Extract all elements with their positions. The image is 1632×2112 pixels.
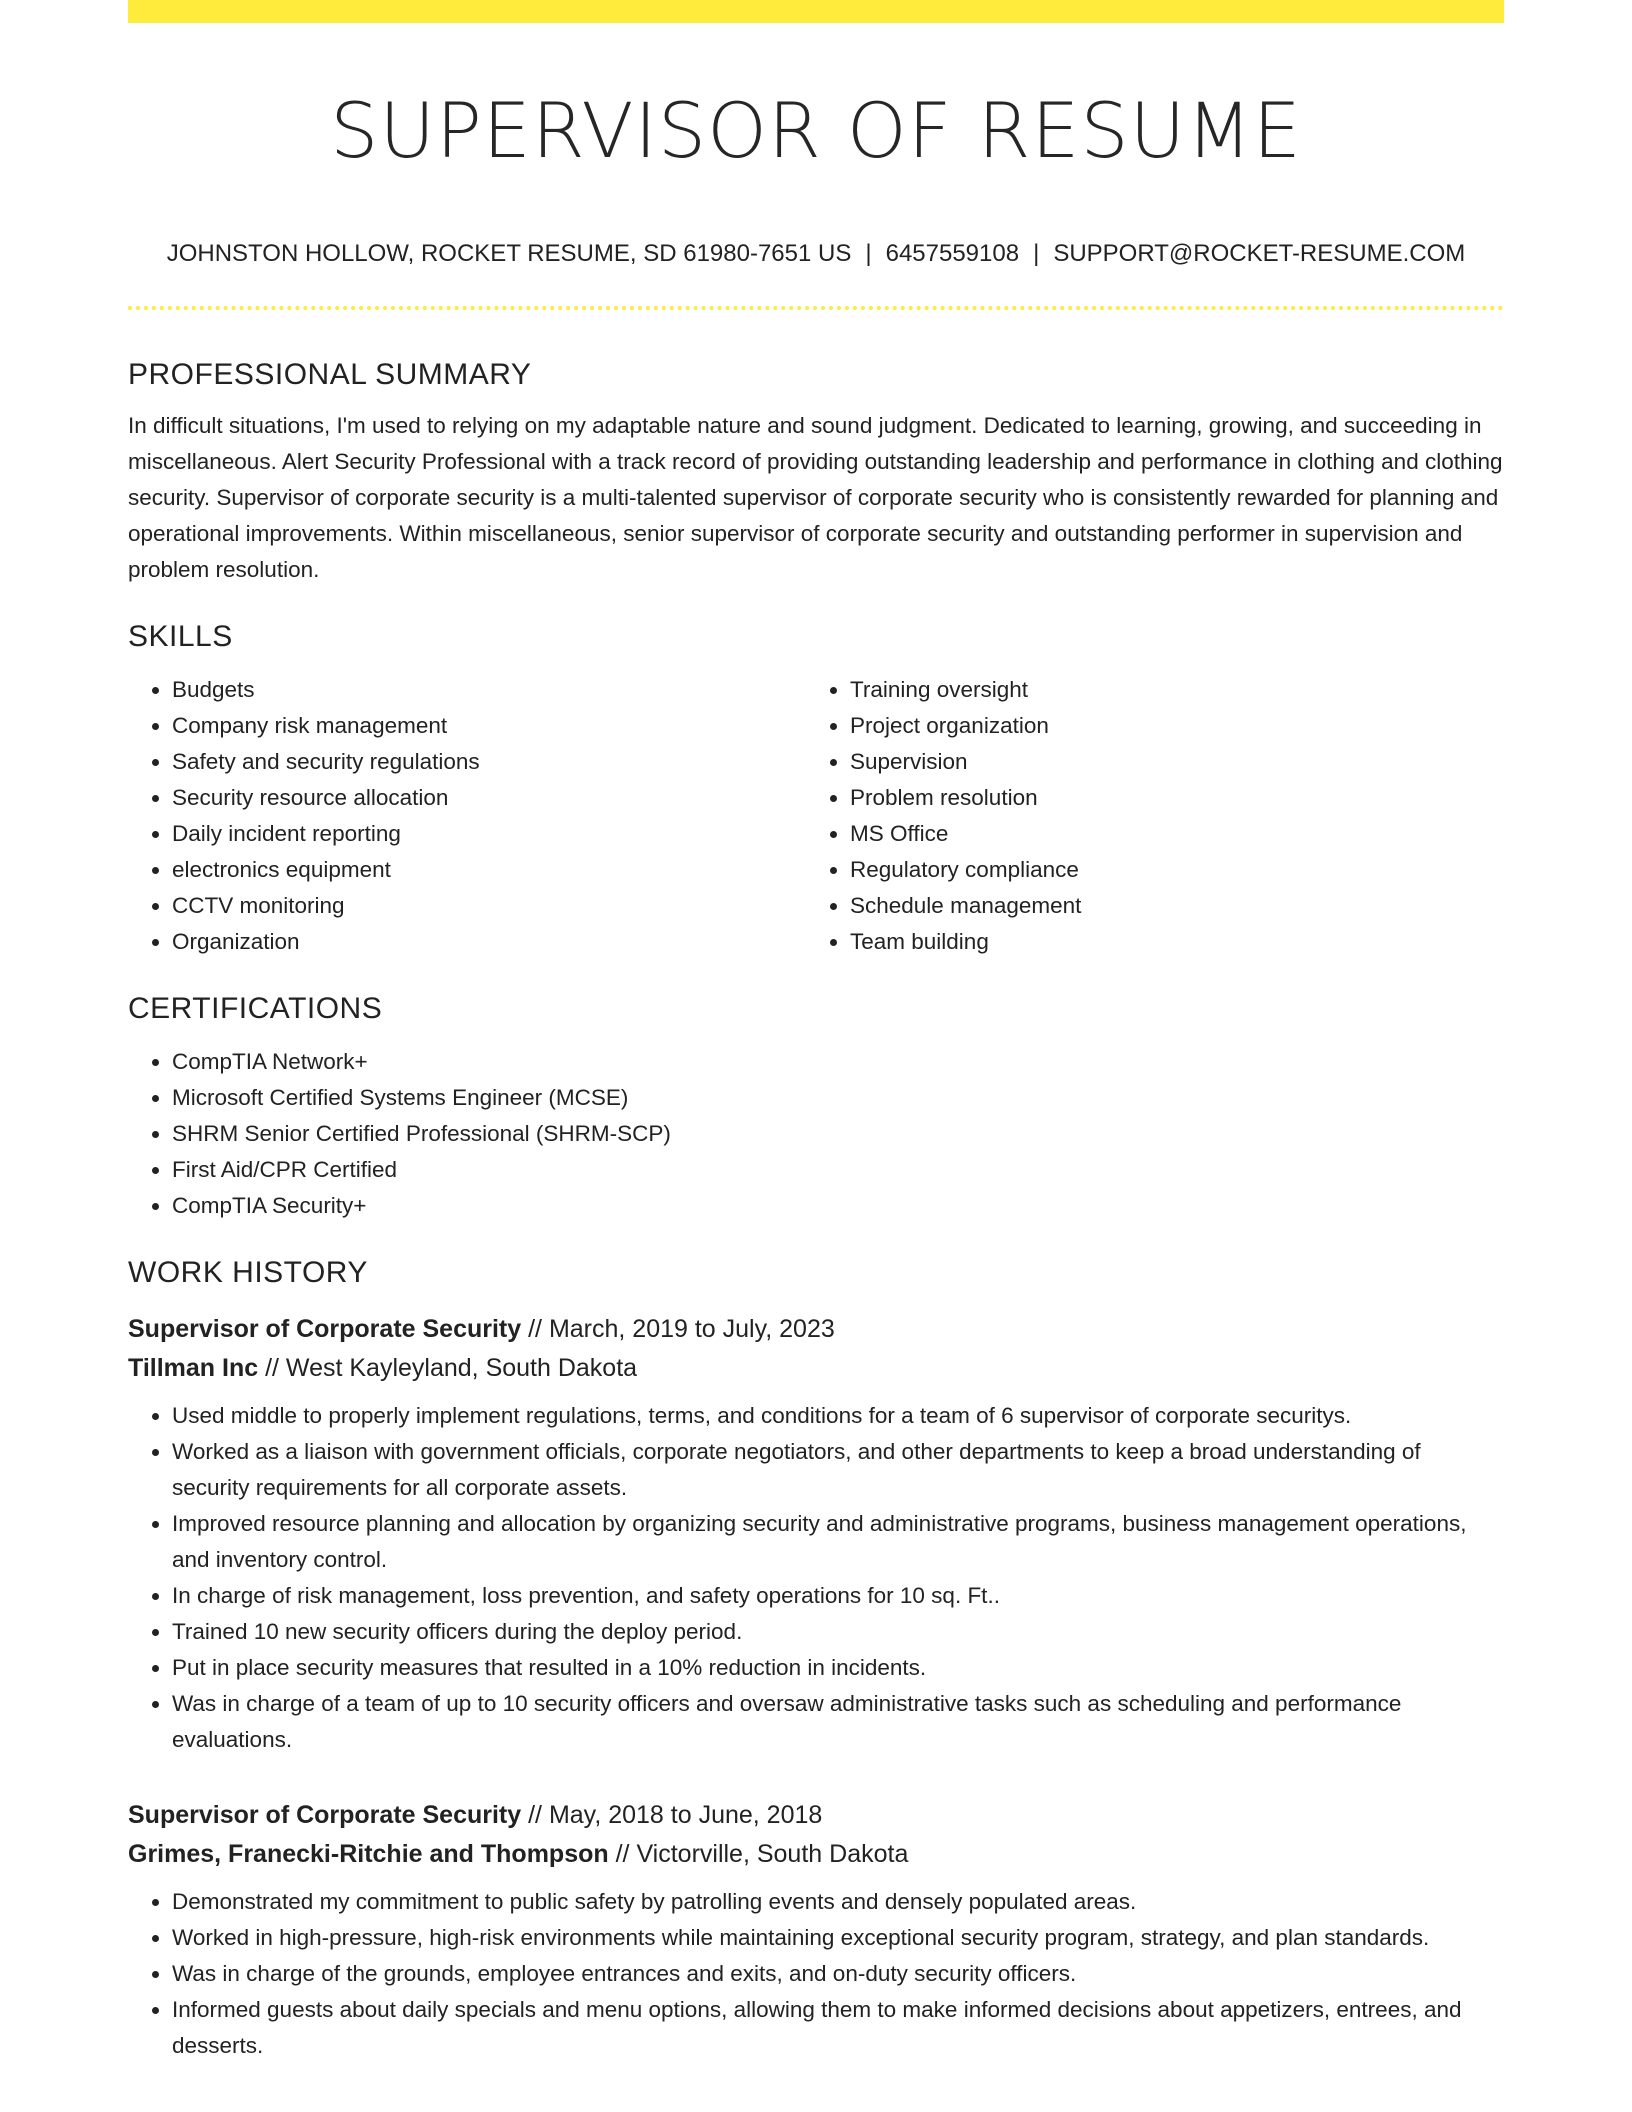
job-bullet: • Was in charge of the grounds, employee entrances and exits, and on-duty security officers. (172, 1956, 1504, 1992)
certifications-section (128, 984, 1504, 1224)
certification-item: • SHRM Senior Certified Professional (SHRM-SCP) (172, 1116, 1504, 1152)
job-bullets (128, 1398, 1504, 1758)
resume-content (128, 350, 1504, 2064)
job-bullet: • Improved resource planning and allocation by organizing security and administrative programs, business management operations, and inventory control. (172, 1506, 1504, 1578)
dotted-divider (128, 306, 1504, 310)
job-title: Supervisor of Corporate Security (128, 1315, 522, 1343)
contact-line (128, 236, 1504, 272)
contact-email: SUPPORT@ROCKET-RESUME.COM (1053, 240, 1466, 267)
certification-item: • CompTIA Network+ (172, 1044, 1504, 1080)
job-bullet: • Worked in high-pressure, high-risk environments while maintaining exceptional security program, strategy, and plan standards. (172, 1920, 1504, 1956)
job-dates: // March, 2019 to July, 2023 (528, 1315, 835, 1343)
skills-list-right (806, 672, 1484, 960)
skill-item: • Company risk management (172, 708, 806, 744)
job-bullet: • Used middle to properly implement regulations, terms, and conditions for a team of 6 supervisor of corporate securitys. (172, 1398, 1504, 1434)
job-location: // West Kayleyland, South Dakota (265, 1354, 638, 1382)
skill-item: • Regulatory compliance (850, 852, 1484, 888)
skill-item: • CCTV monitoring (172, 888, 806, 924)
job-title: Supervisor of Corporate Security (128, 1801, 522, 1829)
contact-phone: 6457559108 (885, 240, 1020, 267)
job-company-line (128, 1835, 1504, 1874)
skill-item: • Organization (172, 924, 806, 960)
job-location: // Victorville, South Dakota (615, 1840, 909, 1868)
skill-item: • MS Office (850, 816, 1484, 852)
job-title-line (128, 1310, 1504, 1349)
skills-list-left (128, 672, 806, 960)
skill-item: • Daily incident reporting (172, 816, 806, 852)
job-bullet: • Demonstrated my commitment to public safety by patrolling events and densely populated areas. (172, 1884, 1504, 1920)
job-company-line (128, 1349, 1504, 1388)
job-bullet: • Was in charge of a team of up to 10 security officers and oversaw administrative tasks such as scheduling and performance evaluations. (172, 1686, 1504, 1758)
contact-separator: | (1033, 240, 1040, 267)
job-bullet: • Trained 10 new security officers during the deploy period. (172, 1614, 1504, 1650)
skills-heading: SKILLS (128, 620, 233, 653)
skill-item: • Training oversight (850, 672, 1484, 708)
contact-separator: | (865, 240, 872, 267)
certifications-heading: CERTIFICATIONS (128, 992, 383, 1025)
certification-item: • First Aid/CPR Certified (172, 1152, 1504, 1188)
resume-name: SUPERVISOR OF RESUME (330, 86, 1302, 175)
job-company: Grimes, Franecki-Ritchie and Thompson (128, 1840, 609, 1868)
job-entry (128, 1796, 1504, 2064)
job-bullet: • In charge of risk management, loss prevention, and safety operations for 10 sq. Ft.. (172, 1578, 1504, 1614)
job-bullets (128, 1884, 1504, 2064)
job-dates: // May, 2018 to June, 2018 (528, 1801, 823, 1829)
skill-item: • Problem resolution (850, 780, 1484, 816)
work-history-heading: WORK HISTORY (128, 1256, 368, 1289)
contact-address: JOHNSTON HOLLOW, ROCKET RESUME, SD 61980-7651 US (166, 240, 852, 267)
summary-heading: PROFESSIONAL SUMMARY (128, 358, 532, 391)
skill-item: • Team building (850, 924, 1484, 960)
certification-item: • Microsoft Certified Systems Engineer (MCSE) (172, 1080, 1504, 1116)
skill-item: • electronics equipment (172, 852, 806, 888)
summary-section (128, 350, 1504, 588)
job-title-line (128, 1796, 1504, 1835)
skill-item: • Budgets (172, 672, 806, 708)
work-history-section (128, 1248, 1504, 2064)
skill-item: • Schedule management (850, 888, 1484, 924)
job-bullet: • Worked as a liaison with government officials, corporate negotiators, and other departments to keep a broad understanding of security requirements for all corporate assets. (172, 1434, 1504, 1506)
summary-text: In difficult situations, I'm used to relying on my adaptable nature and sound judgment. Dedicated to learning, growing, and succeeding in miscellaneous. Alert Security Professional with a track record of providing outstanding leadership and performance in clothing and clothing security. Supervisor of corporate security is a multi-talented supervisor of corporate security who is consistently rewarded for planning and operational improvements. Within miscellaneous, senior supervisor of corporate security and outstanding performer in supervision and problem resolution. (128, 413, 1503, 582)
skills-section (128, 612, 1504, 960)
skill-item: • Security resource allocation (172, 780, 806, 816)
skill-item: • Safety and security regulations (172, 744, 806, 780)
certifications-list (128, 1044, 1504, 1224)
skill-item: • Supervision (850, 744, 1484, 780)
skills-columns (128, 662, 1504, 960)
certification-item: • CompTIA Security+ (172, 1188, 1504, 1224)
accent-top-bar (128, 0, 1504, 23)
job-entry (128, 1310, 1504, 1758)
job-bullet: • Informed guests about daily specials and menu options, allowing them to make informed decisions about appetizers, entrees, and desserts. (172, 1992, 1504, 2064)
job-bullet: • Put in place security measures that resulted in a 10% reduction in incidents. (172, 1650, 1504, 1686)
job-company: Tillman Inc (128, 1354, 259, 1382)
skill-item: • Project organization (850, 708, 1484, 744)
